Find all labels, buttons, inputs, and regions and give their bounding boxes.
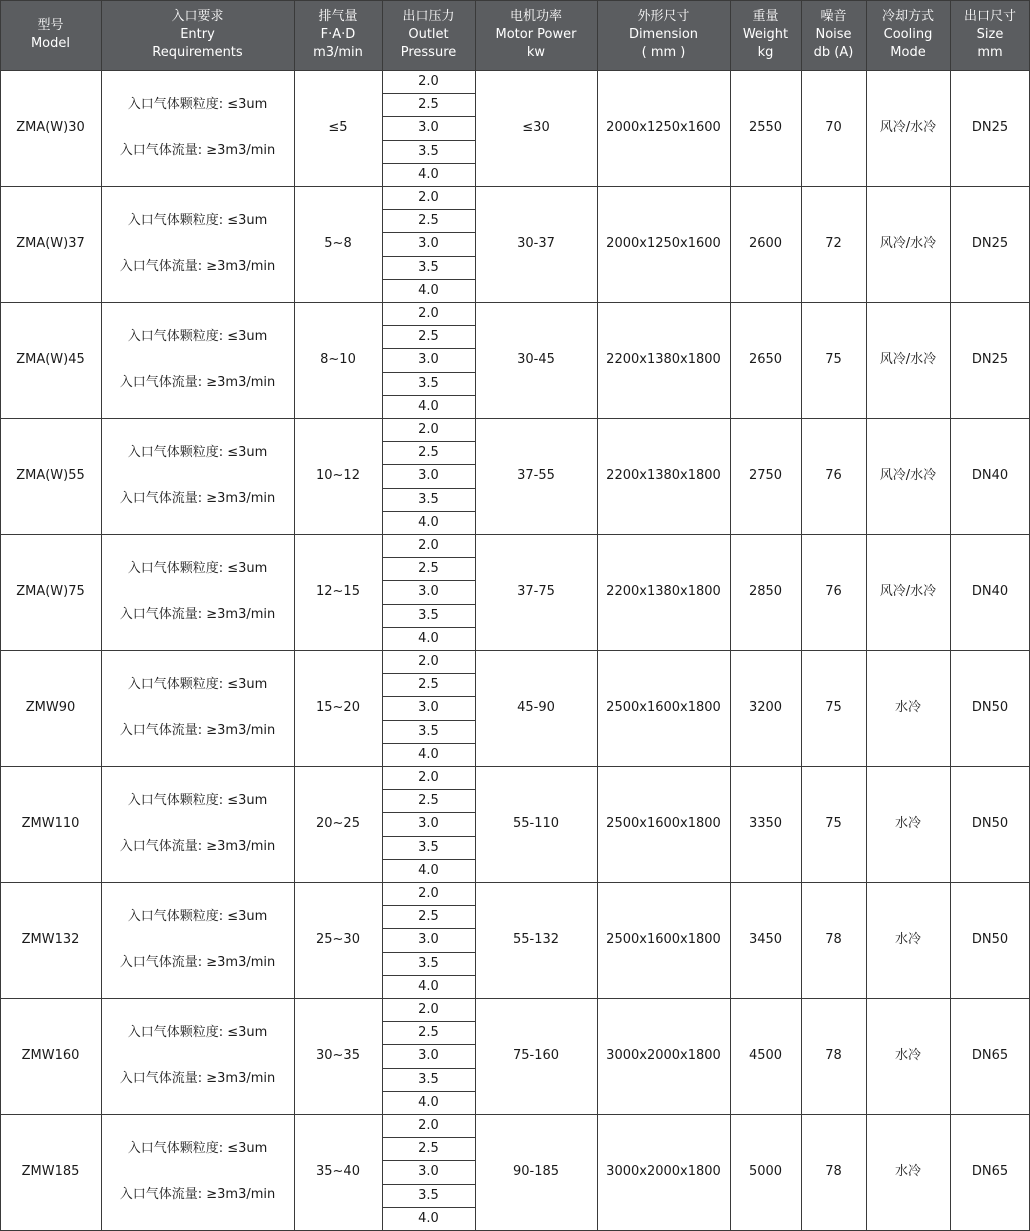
outlet-pressure-value: 3.5 — [418, 375, 439, 391]
pressure-divider — [382, 116, 475, 117]
requirement-flow: 入口气体流量: ≥3m3/min — [119, 1187, 276, 1202]
header-model-line: 型号 — [37, 18, 64, 33]
row-power: 55-132 — [512, 931, 560, 947]
column-divider — [950, 0, 951, 1231]
header-size-line: mm — [977, 45, 1003, 60]
row-power: 30-45 — [517, 351, 555, 367]
pressure-divider — [382, 279, 475, 280]
pressure-divider — [382, 1044, 475, 1045]
column-divider — [382, 0, 383, 1231]
outlet-pressure-value: 4.0 — [418, 514, 439, 530]
row-power: 90-185 — [512, 1163, 560, 1179]
row-cooling: 风冷/水冷 — [879, 235, 937, 251]
outlet-pressure-value: 2.5 — [418, 213, 439, 229]
outlet-pressure-value: 2.0 — [418, 1118, 439, 1133]
header-entry — [101, 0, 294, 70]
column-divider — [801, 0, 802, 1231]
row-weight: 2850 — [748, 583, 783, 599]
header-entry-line: Requirements — [152, 45, 243, 60]
outlet-pressure-value: 2.5 — [418, 1025, 439, 1041]
row-dimension: 2500x1600x1800 — [606, 815, 721, 831]
row-fad: 15~20 — [316, 699, 360, 715]
pressure-divider — [382, 232, 475, 233]
outlet-pressure-value: 2.0 — [418, 654, 439, 669]
header-dimension-line: Dimension — [628, 27, 699, 42]
header-entry-line: 入口要求 — [171, 9, 224, 24]
header-noise-line: 噪音 — [820, 9, 847, 24]
row-size: DN40 — [971, 583, 1009, 599]
row-power: 75-160 — [512, 1047, 560, 1063]
outlet-pressure-value: 2.5 — [418, 329, 439, 345]
requirement-flow: 入口气体流量: ≥3m3/min — [119, 1071, 276, 1086]
row-model: ZMW185 — [21, 1163, 80, 1179]
row-fad: 12~15 — [316, 583, 360, 599]
row-noise: 78 — [825, 1047, 842, 1063]
row-weight: 4500 — [748, 1047, 783, 1063]
outlet-pressure-value: 3.5 — [418, 1187, 439, 1203]
outlet-pressure-value: 4.0 — [418, 1094, 439, 1110]
row-noise: 75 — [825, 699, 842, 715]
header-pressure-line: 出口压力 — [402, 9, 455, 24]
pressure-divider — [382, 557, 475, 558]
row-noise: 75 — [825, 815, 842, 831]
requirement-particle: 入口气体颗粒度: ≤3um — [127, 1141, 268, 1156]
header-noise-line: Noise — [815, 27, 852, 42]
requirement-flow: 入口气体流量: ≥3m3/min — [119, 839, 276, 854]
outlet-pressure-value: 3.0 — [418, 468, 439, 484]
row-fad: 5~8 — [324, 235, 352, 251]
row-size: DN25 — [971, 235, 1009, 251]
row-cooling: 水冷 — [894, 699, 921, 715]
row-weight: 2550 — [748, 119, 783, 135]
pressure-divider — [382, 812, 475, 813]
row-cooling: 风冷/水冷 — [879, 351, 937, 367]
pressure-divider — [382, 928, 475, 929]
row-dimension: 3000x2000x1800 — [606, 1163, 721, 1179]
pressure-divider — [382, 256, 475, 257]
row-model: ZMA(W)75 — [16, 583, 85, 599]
row-noise: 70 — [825, 119, 842, 135]
requirement-particle: 入口气体颗粒度: ≤3um — [127, 561, 268, 576]
outlet-pressure-value: 3.0 — [418, 932, 439, 948]
requirement-flow: 入口气体流量: ≥3m3/min — [119, 607, 276, 622]
row-power: 37-75 — [517, 583, 555, 599]
header-dimension-line: 外形尺寸 — [637, 9, 690, 24]
header-size — [950, 0, 1030, 70]
header-weight-line: Weight — [742, 27, 789, 42]
outlet-pressure-value: 2.5 — [418, 97, 439, 113]
outlet-pressure-value: 3.5 — [418, 723, 439, 739]
row-weight: 2600 — [748, 235, 783, 251]
outlet-pressure-value: 2.0 — [418, 886, 439, 901]
pressure-divider — [382, 836, 475, 837]
header-weight-line: kg — [757, 45, 774, 60]
requirement-flow: 入口气体流量: ≥3m3/min — [119, 723, 276, 738]
outlet-pressure-value: 3.0 — [418, 120, 439, 136]
row-cooling: 水冷 — [894, 815, 921, 831]
header-power — [475, 0, 597, 70]
pressure-divider — [382, 859, 475, 860]
pressure-divider — [382, 441, 475, 442]
outlet-pressure-value: 4.0 — [418, 630, 439, 646]
column-divider — [475, 0, 476, 1231]
row-noise: 75 — [825, 351, 842, 367]
header-pressure-line: Pressure — [400, 45, 457, 60]
row-dimension: 2500x1600x1800 — [606, 699, 721, 715]
outlet-pressure-value: 4.0 — [418, 166, 439, 182]
pressure-divider — [382, 348, 475, 349]
outlet-pressure-value: 2.5 — [418, 793, 439, 809]
header-power-line: 电机功率 — [509, 9, 562, 24]
requirement-flow: 入口气体流量: ≥3m3/min — [119, 375, 276, 390]
outlet-pressure-value: 3.5 — [418, 955, 439, 971]
pressure-divider — [382, 975, 475, 976]
row-cooling: 风冷/水冷 — [879, 119, 937, 135]
header-weight — [730, 0, 801, 70]
requirement-particle: 入口气体颗粒度: ≤3um — [127, 329, 268, 344]
header-fad — [294, 0, 382, 70]
pressure-divider — [382, 511, 475, 512]
row-dimension: 2200x1380x1800 — [606, 467, 721, 483]
outlet-pressure-value: 4.0 — [418, 862, 439, 878]
outlet-pressure-value: 3.0 — [418, 1048, 439, 1064]
header-entry-line: Entry — [180, 27, 215, 42]
row-fad: 25~30 — [316, 931, 360, 947]
row-cooling: 风冷/水冷 — [879, 467, 937, 483]
header-cooling-line: 冷却方式 — [881, 9, 934, 24]
header-dimension — [597, 0, 730, 70]
requirement-particle: 入口气体颗粒度: ≤3um — [127, 677, 268, 692]
requirement-particle: 入口气体颗粒度: ≤3um — [127, 909, 268, 924]
row-noise: 78 — [825, 931, 842, 947]
requirement-flow: 入口气体流量: ≥3m3/min — [119, 491, 276, 506]
header-fad-line: 排气量 — [318, 9, 358, 24]
row-fad: ≤5 — [328, 119, 348, 135]
requirement-particle: 入口气体颗粒度: ≤3um — [127, 97, 268, 112]
row-dimension: 2200x1380x1800 — [606, 583, 721, 599]
outlet-pressure-value: 4.0 — [418, 282, 439, 298]
outlet-pressure-value: 3.0 — [418, 236, 439, 252]
outlet-pressure-value: 3.5 — [418, 143, 439, 159]
pressure-divider — [382, 1184, 475, 1185]
row-size: DN65 — [971, 1047, 1009, 1063]
row-noise: 72 — [825, 235, 842, 251]
row-dimension: 3000x2000x1800 — [606, 1047, 721, 1063]
header-pressure — [382, 0, 475, 70]
row-size: DN50 — [971, 815, 1009, 831]
pressure-divider — [382, 952, 475, 953]
outlet-pressure-value: 2.0 — [418, 538, 439, 553]
row-model: ZMA(W)55 — [16, 467, 85, 483]
header-noise — [801, 0, 866, 70]
pressure-divider — [382, 1207, 475, 1208]
pressure-divider — [382, 604, 475, 605]
outlet-pressure-value: 2.0 — [418, 770, 439, 785]
row-model: ZMA(W)30 — [16, 119, 85, 135]
row-cooling: 水冷 — [894, 1163, 921, 1179]
column-divider — [294, 0, 295, 1231]
header-dimension-line: ( mm ) — [641, 45, 686, 60]
pressure-divider — [382, 696, 475, 697]
outlet-pressure-value: 2.0 — [418, 74, 439, 89]
header-model-line: Model — [30, 36, 71, 51]
column-divider — [730, 0, 731, 1231]
column-divider — [0, 0, 1, 1231]
row-noise: 78 — [825, 1163, 842, 1179]
pressure-divider — [382, 372, 475, 373]
pressure-divider — [382, 673, 475, 674]
column-divider — [866, 0, 867, 1231]
outlet-pressure-value: 3.5 — [418, 491, 439, 507]
pressure-divider — [382, 720, 475, 721]
outlet-pressure-value: 3.0 — [418, 1164, 439, 1180]
row-model: ZMA(W)37 — [16, 235, 85, 251]
pressure-divider — [382, 580, 475, 581]
row-size: DN50 — [971, 931, 1009, 947]
header-pressure-line: Outlet — [408, 27, 449, 42]
requirement-flow: 入口气体流量: ≥3m3/min — [119, 143, 276, 158]
pressure-divider — [382, 163, 475, 164]
row-power: 55-110 — [512, 815, 560, 831]
row-size: DN50 — [971, 699, 1009, 715]
row-cooling: 水冷 — [894, 1047, 921, 1063]
row-noise: 76 — [825, 467, 842, 483]
row-weight: 3450 — [748, 931, 783, 947]
row-weight: 3350 — [748, 815, 783, 831]
outlet-pressure-value: 3.0 — [418, 700, 439, 716]
header-model — [0, 0, 101, 70]
row-dimension: 2000x1250x1600 — [606, 235, 721, 251]
row-size: DN40 — [971, 467, 1009, 483]
header-weight-line: 重量 — [752, 9, 779, 24]
row-size: DN25 — [971, 119, 1009, 135]
header-noise-line: db (A) — [813, 45, 854, 60]
row-weight: 2650 — [748, 351, 783, 367]
pressure-divider — [382, 140, 475, 141]
pressure-divider — [382, 1021, 475, 1022]
outlet-pressure-value: 4.0 — [418, 1210, 439, 1226]
header-fad-line: F·A·D — [320, 27, 356, 42]
outlet-pressure-value: 2.5 — [418, 909, 439, 925]
row-weight: 5000 — [748, 1163, 783, 1179]
row-fad: 30~35 — [316, 1047, 360, 1063]
header-cooling-line: Cooling — [883, 27, 933, 42]
outlet-pressure-value: 3.5 — [418, 1071, 439, 1087]
outlet-pressure-value: 2.5 — [418, 561, 439, 577]
header-power-line: kw — [526, 45, 546, 60]
outlet-pressure-value: 3.0 — [418, 584, 439, 600]
column-divider — [101, 0, 102, 1231]
header-fad-line: m3/min — [313, 45, 363, 60]
row-model: ZMW132 — [21, 931, 80, 947]
row-size: DN65 — [971, 1163, 1009, 1179]
pressure-divider — [382, 1068, 475, 1069]
header-size-line: Size — [976, 27, 1004, 42]
row-dimension: 2500x1600x1800 — [606, 931, 721, 947]
pressure-divider — [382, 488, 475, 489]
row-dimension: 2000x1250x1600 — [606, 119, 721, 135]
row-model: ZMA(W)45 — [16, 351, 85, 367]
header-power-line: Motor Power — [495, 27, 577, 42]
requirement-particle: 入口气体颗粒度: ≤3um — [127, 1025, 268, 1040]
row-power: ≤30 — [522, 119, 550, 135]
row-fad: 35~40 — [316, 1163, 360, 1179]
row-dimension: 2200x1380x1800 — [606, 351, 721, 367]
outlet-pressure-value: 2.0 — [418, 1002, 439, 1017]
outlet-pressure-value: 3.5 — [418, 607, 439, 623]
pressure-divider — [382, 93, 475, 94]
outlet-pressure-value: 4.0 — [418, 746, 439, 762]
pressure-divider — [382, 1160, 475, 1161]
row-weight: 3200 — [748, 699, 783, 715]
row-model: ZMW90 — [25, 699, 76, 715]
header-size-line: 出口尺寸 — [963, 9, 1016, 24]
pressure-divider — [382, 1137, 475, 1138]
pressure-divider — [382, 789, 475, 790]
outlet-pressure-value: 2.0 — [418, 190, 439, 205]
outlet-pressure-value: 3.5 — [418, 259, 439, 275]
column-divider — [597, 0, 598, 1231]
outlet-pressure-value: 3.0 — [418, 816, 439, 832]
pressure-divider — [382, 325, 475, 326]
row-weight: 2750 — [748, 467, 783, 483]
row-power: 45-90 — [517, 699, 555, 715]
pressure-divider — [382, 743, 475, 744]
row-fad: 8~10 — [320, 351, 356, 367]
outlet-pressure-value: 2.5 — [418, 445, 439, 461]
outlet-pressure-value: 2.5 — [418, 1141, 439, 1157]
row-noise: 76 — [825, 583, 842, 599]
row-cooling: 风冷/水冷 — [879, 583, 937, 599]
requirement-flow: 入口气体流量: ≥3m3/min — [119, 955, 276, 970]
row-model: ZMW160 — [21, 1047, 80, 1063]
row-power: 37-55 — [517, 467, 555, 483]
outlet-pressure-value: 2.5 — [418, 677, 439, 693]
table-top-line — [0, 0, 1030, 1]
header-bottom-line — [0, 70, 1030, 71]
outlet-pressure-value: 4.0 — [418, 978, 439, 994]
requirement-flow: 入口气体流量: ≥3m3/min — [119, 259, 276, 274]
outlet-pressure-value: 2.0 — [418, 422, 439, 437]
outlet-pressure-value: 4.0 — [418, 398, 439, 414]
pressure-divider — [382, 209, 475, 210]
row-size: DN25 — [971, 351, 1009, 367]
requirement-particle: 入口气体颗粒度: ≤3um — [127, 793, 268, 808]
outlet-pressure-value: 3.0 — [418, 352, 439, 368]
row-fad: 20~25 — [316, 815, 360, 831]
pressure-divider — [382, 1091, 475, 1092]
requirement-particle: 入口气体颗粒度: ≤3um — [127, 445, 268, 460]
header-cooling-line: Mode — [890, 45, 926, 60]
requirement-particle: 入口气体颗粒度: ≤3um — [127, 213, 268, 228]
pressure-divider — [382, 464, 475, 465]
outlet-pressure-value: 2.0 — [418, 306, 439, 321]
outlet-pressure-value: 3.5 — [418, 839, 439, 855]
pressure-divider — [382, 627, 475, 628]
pressure-divider — [382, 395, 475, 396]
pressure-divider — [382, 905, 475, 906]
header-cooling — [866, 0, 950, 70]
row-cooling: 水冷 — [894, 931, 921, 947]
row-power: 30-37 — [517, 235, 555, 251]
row-model: ZMW110 — [21, 815, 80, 831]
row-fad: 10~12 — [316, 467, 360, 483]
